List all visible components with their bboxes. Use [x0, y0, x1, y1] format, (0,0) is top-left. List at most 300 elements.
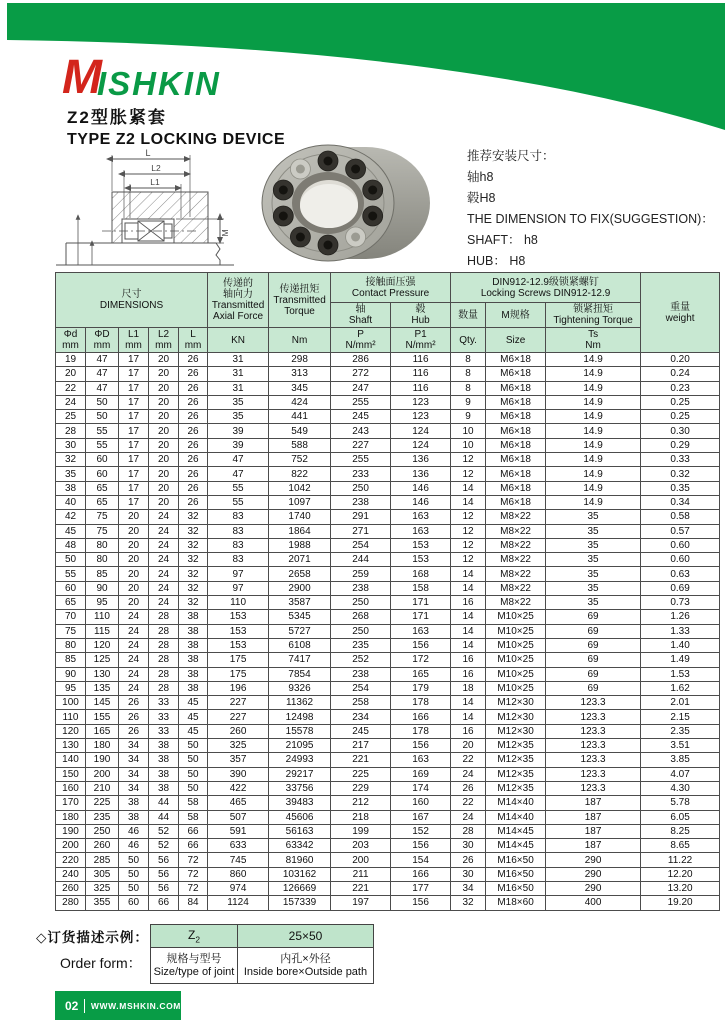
header-locking-screws: DIN912-12.9级锁紧螺钉 Locking Screws DIN912-12.9: [451, 273, 641, 303]
table-cell: 50: [86, 410, 119, 424]
table-cell: 69: [546, 653, 641, 667]
table-cell: 177: [391, 881, 451, 895]
table-cell: 218: [331, 810, 391, 824]
table-cell: 13.20: [641, 881, 720, 895]
table-cell: 20: [119, 581, 149, 595]
table-cell: M14×45: [486, 839, 546, 853]
table-cell: 165: [391, 667, 451, 681]
table-cell: 65: [86, 481, 119, 495]
table-cell: 66: [179, 824, 208, 838]
table-cell: 20: [119, 524, 149, 538]
table-row: [56, 438, 720, 452]
unit-qty: Qty.: [451, 328, 486, 353]
table-cell: 123.3: [546, 739, 641, 753]
table-cell: 56: [149, 881, 179, 895]
table-row: [56, 853, 720, 867]
table-cell: M16×50: [486, 867, 546, 881]
table-cell: 24: [119, 638, 149, 652]
table-cell: 14: [451, 696, 486, 710]
table-cell: 58: [179, 796, 208, 810]
table-cell: 35: [546, 553, 641, 567]
table-cell: 235: [331, 638, 391, 652]
table-cell: 50: [179, 767, 208, 781]
table-cell: 26: [119, 696, 149, 710]
table-cell: 14.9: [546, 381, 641, 395]
table-cell: 135: [86, 681, 119, 695]
table-cell: 255: [331, 395, 391, 409]
table-cell: 24: [119, 624, 149, 638]
table-cell: 72: [179, 867, 208, 881]
table-cell: M12×35: [486, 767, 546, 781]
table-cell: 1124: [208, 896, 269, 910]
table-cell: M6×18: [486, 467, 546, 481]
table-cell: 69: [546, 667, 641, 681]
table-cell: 33756: [269, 781, 331, 795]
table-row: [56, 353, 720, 367]
table-cell: 0.69: [641, 581, 720, 595]
table-cell: 3.51: [641, 739, 720, 753]
table-cell: 8: [451, 367, 486, 381]
table-cell: 17: [119, 353, 149, 367]
table-cell: 0.60: [641, 538, 720, 552]
table-cell: 210: [86, 781, 119, 795]
table-cell: 20: [149, 353, 179, 367]
table-cell: 169: [391, 767, 451, 781]
order-form-section: [36, 924, 374, 984]
table-cell: 35: [546, 538, 641, 552]
table-row: [56, 395, 720, 409]
table-cell: 17: [119, 481, 149, 495]
table-cell: 238: [331, 581, 391, 595]
table-cell: 633: [208, 839, 269, 853]
table-cell: 22: [56, 381, 86, 395]
table-cell: 212: [331, 796, 391, 810]
table-cell: 145: [86, 696, 119, 710]
table-cell: 227: [208, 710, 269, 724]
table-row: [56, 781, 720, 795]
header-torque: 传递扭矩 Transmitted Torque: [269, 273, 331, 328]
table-cell: 20: [119, 596, 149, 610]
table-cell: 124: [391, 424, 451, 438]
table-row: [56, 681, 720, 695]
table-cell: 30: [451, 839, 486, 853]
order-label-en: Order form：: [60, 955, 142, 971]
table-cell: 0.29: [641, 438, 720, 452]
table-cell: 422: [208, 781, 269, 795]
diamond-icon: ◇: [36, 930, 48, 945]
table-cell: 32: [179, 553, 208, 567]
table-cell: 260: [56, 881, 86, 895]
table-cell: 14.9: [546, 424, 641, 438]
table-cell: 58: [179, 810, 208, 824]
table-cell: 26: [451, 781, 486, 795]
table-row: [56, 581, 720, 595]
table-cell: M6×18: [486, 381, 546, 395]
logo-text: ISHKIN: [96, 65, 221, 102]
table-cell: 286: [331, 353, 391, 367]
table-cell: 14: [451, 567, 486, 581]
table-cell: 110: [56, 710, 86, 724]
table-cell: 6108: [269, 638, 331, 652]
table-cell: M12×30: [486, 710, 546, 724]
table-cell: 305: [86, 867, 119, 881]
table-cell: 172: [391, 653, 451, 667]
header-contact-pressure: 接触面压强 Contact Pressure: [331, 273, 451, 303]
table-cell: 153: [208, 638, 269, 652]
table-cell: 7417: [269, 653, 331, 667]
table-row: [56, 753, 720, 767]
table-cell: 14.9: [546, 353, 641, 367]
table-cell: 110: [86, 610, 119, 624]
table-row: [56, 767, 720, 781]
table-cell: 211: [331, 867, 391, 881]
table-cell: 178: [391, 696, 451, 710]
table-cell: 34: [119, 739, 149, 753]
table-cell: 85: [56, 653, 86, 667]
table-cell: 1864: [269, 524, 331, 538]
table-cell: 2.01: [641, 696, 720, 710]
table-cell: 123.3: [546, 753, 641, 767]
table-cell: 44: [149, 810, 179, 824]
table-cell: 0.63: [641, 567, 720, 581]
table-cell: 55: [208, 481, 269, 495]
unit-kn: KN: [208, 328, 269, 353]
table-cell: 4.30: [641, 781, 720, 795]
header-dimensions: 尺寸 DIMENSIONS: [56, 273, 208, 328]
table-cell: 272: [331, 367, 391, 381]
table-row: [56, 696, 720, 710]
unit-L2: L2 mm: [149, 328, 179, 353]
table-cell: 974: [208, 881, 269, 895]
table-cell: 32: [179, 524, 208, 538]
table-cell: 26: [119, 710, 149, 724]
table-cell: 60: [86, 453, 119, 467]
table-cell: 252: [331, 653, 391, 667]
table-cell: 26: [179, 424, 208, 438]
table-cell: M6×18: [486, 438, 546, 452]
table-cell: 220: [56, 853, 86, 867]
table-cell: 66: [149, 896, 179, 910]
table-cell: 50: [119, 867, 149, 881]
table-cell: M8×22: [486, 524, 546, 538]
table-cell: M8×22: [486, 553, 546, 567]
table-cell: 26: [179, 367, 208, 381]
table-cell: M10×25: [486, 638, 546, 652]
table-cell: 14.9: [546, 410, 641, 424]
table-cell: 47: [208, 453, 269, 467]
table-cell: 55: [86, 438, 119, 452]
table-cell: 35: [546, 524, 641, 538]
table-cell: 280: [56, 896, 86, 910]
table-cell: M10×25: [486, 610, 546, 624]
table-cell: 175: [208, 653, 269, 667]
table-cell: M12×30: [486, 724, 546, 738]
table-cell: M12×35: [486, 753, 546, 767]
table-cell: 12498: [269, 710, 331, 724]
table-cell: 16: [451, 724, 486, 738]
table-cell: 14: [451, 581, 486, 595]
table-cell: 325: [86, 881, 119, 895]
table-cell: 26: [179, 495, 208, 509]
table-row: [56, 424, 720, 438]
table-cell: 10: [451, 438, 486, 452]
table-cell: 38: [179, 610, 208, 624]
table-cell: 0.73: [641, 596, 720, 610]
table-cell: 20: [119, 538, 149, 552]
table-cell: 24: [119, 610, 149, 624]
table-cell: 268: [331, 610, 391, 624]
table-cell: 38: [179, 667, 208, 681]
table-cell: M14×40: [486, 810, 546, 824]
table-row: [56, 739, 720, 753]
table-cell: 250: [331, 596, 391, 610]
table-cell: 50: [179, 781, 208, 795]
table-cell: 152: [391, 824, 451, 838]
table-cell: 160: [391, 796, 451, 810]
table-cell: 1740: [269, 510, 331, 524]
table-cell: M10×25: [486, 624, 546, 638]
unit-D: ΦD mm: [86, 328, 119, 353]
table-cell: 80: [86, 538, 119, 552]
unit-L1: L1 mm: [119, 328, 149, 353]
table-cell: 38: [179, 638, 208, 652]
table-cell: 83: [208, 538, 269, 552]
dim-label-M: M: [220, 229, 230, 237]
table-cell: 153: [208, 610, 269, 624]
table-cell: 2900: [269, 581, 331, 595]
table-cell: 163: [391, 624, 451, 638]
table-cell: 110: [208, 596, 269, 610]
table-cell: 17: [119, 410, 149, 424]
table-cell: M16×50: [486, 853, 546, 867]
table-cell: 14: [451, 710, 486, 724]
table-cell: 81960: [269, 853, 331, 867]
dim-label-L1: L1: [150, 177, 160, 187]
unit-nm: Nm: [269, 328, 331, 353]
table-cell: 14.9: [546, 367, 641, 381]
table-cell: 234: [331, 710, 391, 724]
table-cell: 153: [391, 553, 451, 567]
table-cell: 2.15: [641, 710, 720, 724]
table-cell: 35: [546, 510, 641, 524]
table-cell: 26: [179, 410, 208, 424]
footer-divider: [84, 999, 85, 1013]
table-cell: 1.62: [641, 681, 720, 695]
table-cell: 20: [149, 424, 179, 438]
table-cell: 75: [86, 510, 119, 524]
table-cell: 60: [86, 467, 119, 481]
table-cell: 5727: [269, 624, 331, 638]
table-cell: 34: [119, 767, 149, 781]
table-row: [56, 553, 720, 567]
table-cell: 29217: [269, 767, 331, 781]
table-row: [56, 810, 720, 824]
table-cell: 28: [149, 653, 179, 667]
table-cell: 56: [149, 867, 179, 881]
table-cell: 225: [331, 767, 391, 781]
table-cell: M6×18: [486, 353, 546, 367]
table-cell: 4.07: [641, 767, 720, 781]
table-cell: 254: [331, 681, 391, 695]
table-cell: 7854: [269, 667, 331, 681]
table-cell: 1988: [269, 538, 331, 552]
table-cell: 26: [119, 724, 149, 738]
table-row: [56, 710, 720, 724]
table-cell: 325: [208, 739, 269, 753]
table-cell: 24: [119, 653, 149, 667]
table-cell: 163: [391, 510, 451, 524]
table-cell: 26: [179, 467, 208, 481]
table-row: [56, 667, 720, 681]
table-cell: 34: [119, 753, 149, 767]
table-cell: 31: [208, 353, 269, 367]
table-cell: 38: [179, 624, 208, 638]
table-cell: 822: [269, 467, 331, 481]
table-cell: 1.49: [641, 653, 720, 667]
table-cell: M12×35: [486, 739, 546, 753]
table-cell: 345: [269, 381, 331, 395]
table-cell: 65: [86, 495, 119, 509]
table-cell: 123: [391, 395, 451, 409]
note-line: SHAFT： h8: [467, 233, 538, 247]
table-cell: 83: [208, 553, 269, 567]
table-cell: 355: [86, 896, 119, 910]
table-cell: M6×18: [486, 410, 546, 424]
table-cell: 30: [56, 438, 86, 452]
table-cell: 255: [331, 453, 391, 467]
table-row: [56, 467, 720, 481]
table-cell: 250: [86, 824, 119, 838]
table-cell: 14.9: [546, 438, 641, 452]
table-cell: 32: [56, 453, 86, 467]
table-cell: 200: [56, 839, 86, 853]
table-cell: 55: [56, 567, 86, 581]
table-row: [56, 867, 720, 881]
table-cell: 196: [208, 681, 269, 695]
table-cell: 126669: [269, 881, 331, 895]
table-cell: 247: [331, 381, 391, 395]
table-cell: 24: [451, 767, 486, 781]
order-label-cn: ◇订货描述示例：: [36, 930, 149, 945]
table-cell: 35: [546, 596, 641, 610]
table-cell: 20: [119, 567, 149, 581]
table-cell: 190: [56, 824, 86, 838]
table-cell: 197: [331, 896, 391, 910]
table-cell: 187: [546, 824, 641, 838]
spec-table: [55, 272, 720, 911]
table-cell: 14.9: [546, 395, 641, 409]
table-cell: 199: [331, 824, 391, 838]
table-cell: 24: [149, 538, 179, 552]
table-cell: 25: [56, 410, 86, 424]
table-cell: 160: [56, 781, 86, 795]
table-cell: 35: [546, 567, 641, 581]
table-cell: 16: [451, 596, 486, 610]
table-cell: 1.26: [641, 610, 720, 624]
table-cell: 9: [451, 395, 486, 409]
table-cell: 16: [451, 653, 486, 667]
table-cell: 123.3: [546, 696, 641, 710]
table-cell: 17: [119, 424, 149, 438]
table-cell: 20: [149, 367, 179, 381]
unit-size: Size: [486, 328, 546, 353]
table-cell: 187: [546, 796, 641, 810]
table-cell: 32: [179, 510, 208, 524]
table-cell: 26: [179, 453, 208, 467]
table-cell: 146: [391, 495, 451, 509]
table-cell: 166: [391, 867, 451, 881]
header-axial-force: 传递的 轴向力 Transmitted Axial Force: [208, 273, 269, 328]
table-cell: 80: [56, 638, 86, 652]
table-cell: 0.25: [641, 395, 720, 409]
table-cell: 1.53: [641, 667, 720, 681]
unit-p1: P1 N/mm²: [391, 328, 451, 353]
table-cell: 174: [391, 781, 451, 795]
table-cell: 45: [56, 524, 86, 538]
table-cell: 75: [56, 624, 86, 638]
table-cell: 156: [391, 739, 451, 753]
table-cell: 200: [331, 853, 391, 867]
table-cell: 243: [331, 424, 391, 438]
table-cell: 153: [391, 538, 451, 552]
table-cell: M6×18: [486, 367, 546, 381]
note-line: HUB： H8: [467, 254, 526, 268]
table-cell: 20: [149, 481, 179, 495]
table-cell: 38: [149, 767, 179, 781]
table-cell: 0.35: [641, 481, 720, 495]
table-cell: 179: [391, 681, 451, 695]
table-cell: 12.20: [641, 867, 720, 881]
table-cell: M10×25: [486, 667, 546, 681]
table-row: [56, 724, 720, 738]
table-cell: 22: [451, 753, 486, 767]
table-cell: 298: [269, 353, 331, 367]
table-cell: M8×22: [486, 596, 546, 610]
table-cell: 33: [149, 710, 179, 724]
table-cell: 14.9: [546, 481, 641, 495]
table-cell: 9326: [269, 681, 331, 695]
table-cell: 8.25: [641, 824, 720, 838]
header-qty: 数量: [451, 303, 486, 328]
table-cell: 0.60: [641, 553, 720, 567]
dim-label-L: L: [145, 148, 151, 158]
table-cell: 69: [546, 610, 641, 624]
technical-drawing: [50, 147, 240, 273]
table-cell: 20: [149, 467, 179, 481]
table-cell: 45: [179, 710, 208, 724]
table-cell: 50: [56, 553, 86, 567]
table-cell: 549: [269, 424, 331, 438]
table-cell: 5.78: [641, 796, 720, 810]
table-cell: 123.3: [546, 781, 641, 795]
table-cell: 3587: [269, 596, 331, 610]
header-hub: 毂 Hub: [391, 303, 451, 328]
table-cell: 97: [208, 581, 269, 595]
header-tightening-torque: 锁紧扭矩 Tightening Torque: [546, 303, 641, 328]
table-cell: 26: [179, 395, 208, 409]
table-cell: 178: [391, 724, 451, 738]
table-cell: M14×45: [486, 824, 546, 838]
table-cell: 26: [179, 438, 208, 452]
table-cell: 245: [331, 724, 391, 738]
table-cell: 123: [391, 410, 451, 424]
table-cell: 20: [149, 495, 179, 509]
table-row: [56, 453, 720, 467]
table-cell: 35: [56, 467, 86, 481]
order-col2-desc: 内孔×外径 Inside bore×Outside path: [238, 948, 374, 984]
table-cell: 153: [208, 624, 269, 638]
table-cell: 103162: [269, 867, 331, 881]
